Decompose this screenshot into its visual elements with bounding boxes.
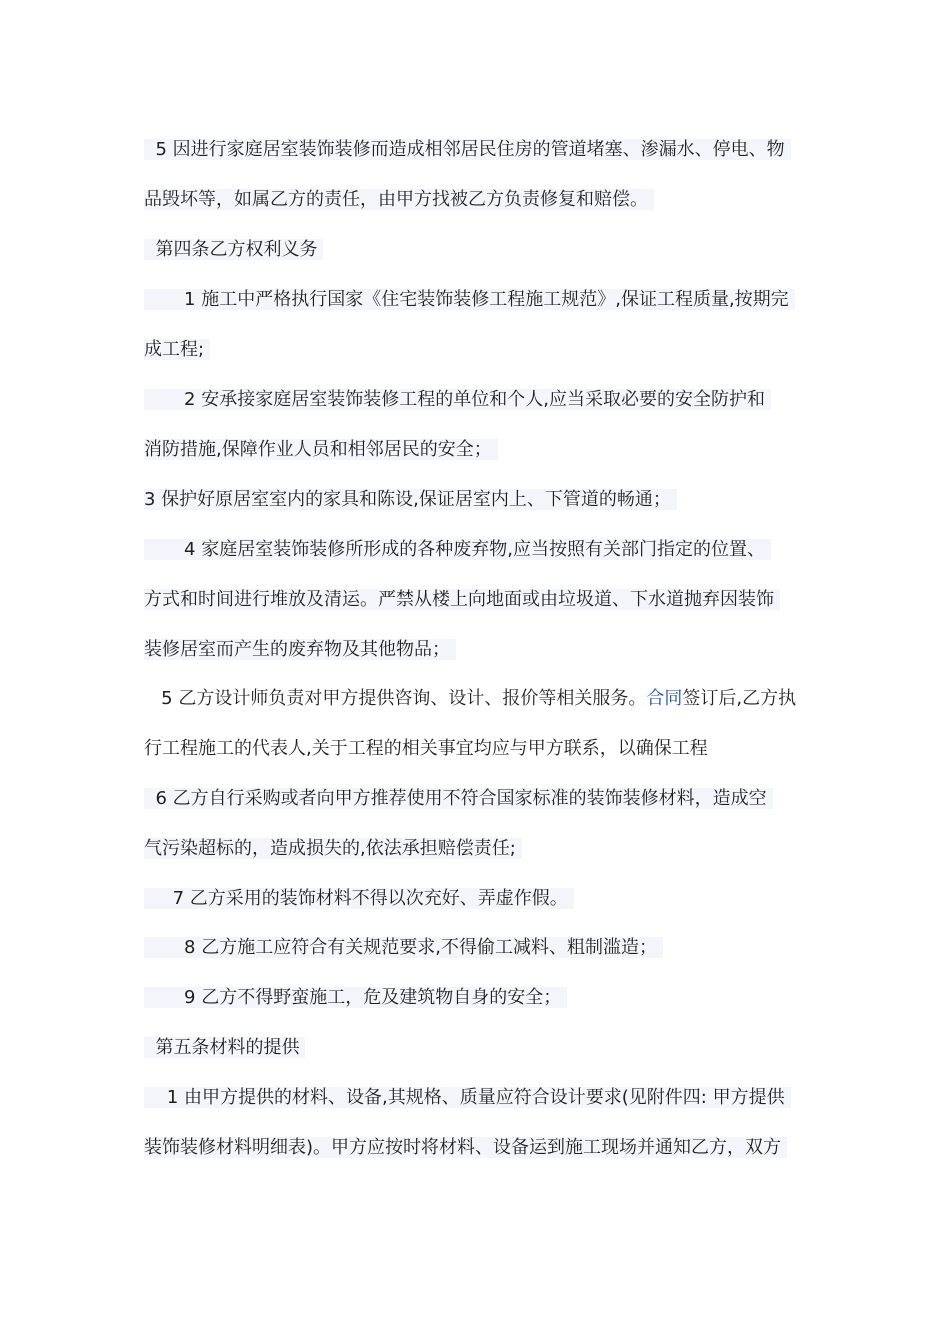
text-span: 第五条材料的提供 xyxy=(144,1037,305,1058)
text-span: 成工程; xyxy=(144,339,210,360)
text-line xyxy=(144,1135,787,1161)
text-span: 气污染超标的，造成损失的,依法承担赔偿责任; xyxy=(144,838,522,859)
text-line xyxy=(144,786,773,812)
text-line xyxy=(144,836,522,862)
text-line xyxy=(144,487,677,513)
text-line xyxy=(144,587,780,613)
text-line xyxy=(144,686,796,712)
text-span: 3 保护好原居室室内的家具和陈设,保证居室内上、下管道的畅通； xyxy=(144,489,677,510)
text-span: 装修居室而产生的废弃物及其他物品； xyxy=(144,639,456,660)
text-span: 5 因进行家庭居室装饰装修而造成相邻居民住房的管道堵塞、渗漏水、停电、物 xyxy=(144,139,791,160)
text-span: 方式和时间进行堆放及清运。严禁从楼上向地面或由垃圾道、下水道抛弃因装饰 xyxy=(144,589,780,610)
text-span: 装饰装修材料明细表)。甲方应按时将材料、设备运到施工现场并通知乙方，双方 xyxy=(144,1137,787,1158)
text-span: 8 乙方施工应符合有关规范要求,不得偷工减料、粗制滥造； xyxy=(144,937,663,958)
text-span: 行工程施工的代表人,关于工程的相关事宜均应与甲方联系，以确保工程 xyxy=(144,738,708,759)
contract-link[interactable]: 合同 xyxy=(646,688,683,709)
text-line xyxy=(144,137,791,163)
text-line xyxy=(144,287,795,313)
text-span: 7 乙方采用的装饰材料不得以次充好、弄虚作假。 xyxy=(144,888,574,909)
text-line xyxy=(144,337,210,363)
text-span: 4 家庭居室装饰装修所形成的各种废弃物,应当按照有关部门指定的位置、 xyxy=(144,539,771,560)
text-line xyxy=(144,387,771,413)
text-span: 1 由甲方提供的材料、设备,其规格、质量应符合设计要求(见附件四: 甲方提供 xyxy=(144,1087,791,1108)
text-line xyxy=(144,537,771,563)
text-span: 品毁坏等，如属乙方的责任，由甲方找被乙方负责修复和赔偿。 xyxy=(144,189,654,210)
text-line xyxy=(144,637,456,663)
text-span: 第四条乙方权利义务 xyxy=(144,239,323,260)
text-line xyxy=(144,187,654,213)
text-line xyxy=(144,886,574,912)
text-span: 消防措施,保障作业人员和相邻居民的安全； xyxy=(144,439,498,460)
text-span: 签订后,乙方执 xyxy=(682,688,797,709)
text-line xyxy=(144,1085,791,1111)
text-line xyxy=(144,736,708,762)
text-span: 9 乙方不得野蛮施工，危及建筑物自身的安全； xyxy=(144,987,567,1008)
section-heading xyxy=(144,237,323,263)
text-span: 1 施工中严格执行国家《住宅装饰装修工程施工规范》,保证工程质量,按期完 xyxy=(144,289,795,310)
text-line xyxy=(144,935,663,961)
text-span: 6 乙方自行采购或者向甲方推荐使用不符合国家标准的装饰装修材料，造成空 xyxy=(144,788,773,809)
text-span: 2 安承接家庭居室装饰装修工程的单位和个人,应当采取必要的安全防护和 xyxy=(144,389,771,410)
text-line xyxy=(144,437,498,463)
text-span: 5 乙方设计师负责对甲方提供咨询、设计、报价等相关服务。 xyxy=(144,688,647,709)
section-heading xyxy=(144,1035,305,1061)
text-line xyxy=(144,985,567,1011)
